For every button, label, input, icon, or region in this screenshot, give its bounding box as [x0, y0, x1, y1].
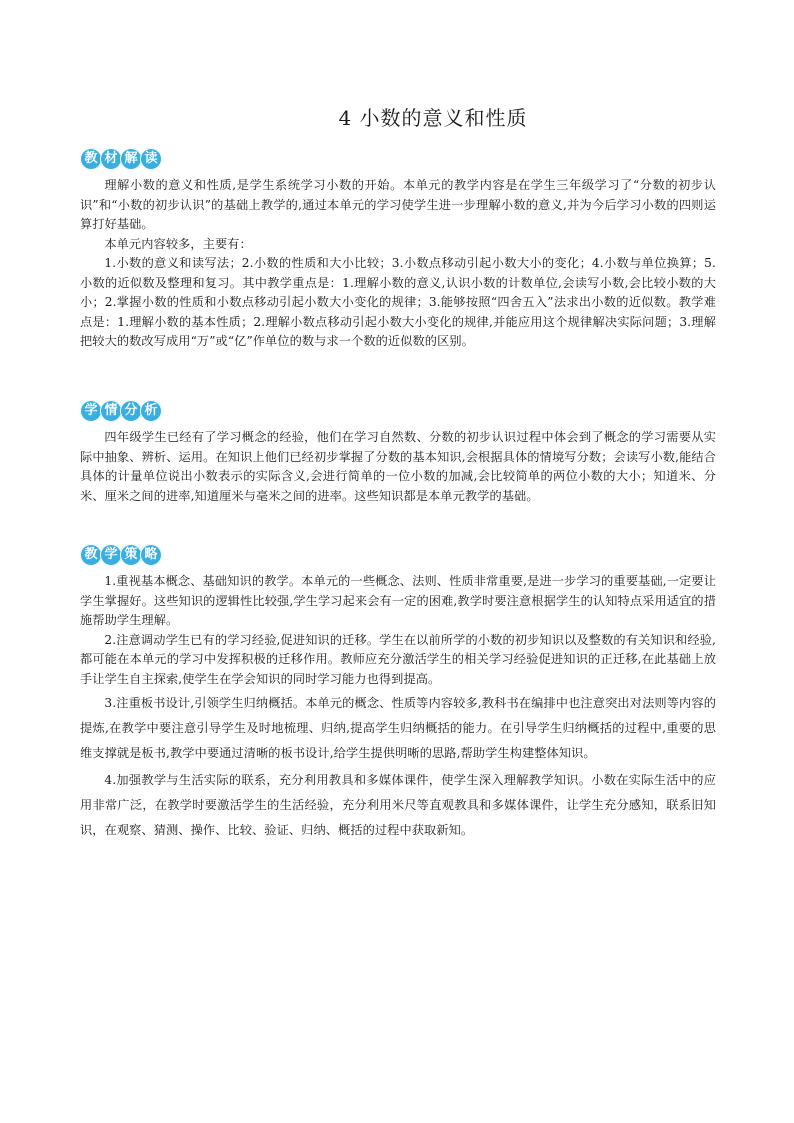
paragraph: 4.加强教学与生活实际的联系，充分利用教具和多媒体课件，使学生深入理解教学知识。小数在实际生活中的应用非常广泛，在教学时要激活学生的生活经验，充分利用米尺等直观教具和多媒体课件，让学生充分感知，联系旧知识，在观察、猜测、操作、比较、验证、归纳、概括的过程中获取新知。 — [80, 773, 716, 837]
heading-char: 情 — [100, 400, 122, 422]
paragraph: 四年级学生已经有了学习概念的经验，他们在学习自然数、分数的初步认识过程中体会到了概念的学习需要从实际中抽象、辨析、运用。在知识上他们已经初步掌握了分数的基本知识,会根据具体的情境写分数；会读写小数,能结合具体的计量单位说出小数表示的实际含义,会进行简单的一位小数的加减,会比较简单的两位小数的大小；知道米、分米、厘米之间的进率,知道厘米与毫米之间的进率。这些知识都是本单元教学的基础。 — [80, 430, 716, 503]
paragraph: 本单元内容较多，主要有： — [104, 236, 252, 251]
section-heading — [80, 148, 716, 170]
section-teaching-strategy — [80, 544, 716, 843]
heading-char: 分 — [120, 400, 142, 422]
heading-char: 解 — [120, 148, 142, 170]
section-heading — [80, 544, 716, 566]
heading-char: 析 — [140, 400, 162, 422]
paragraph: 3.注重板书设计,引领学生归纳概括。本单元的概念、性质等内容较多,教科书在编排中也注意突出对法则等内容的提炼,在教学中要注意引导学生及时地梳理、归纳,提高学生归纳概括的能力。在引导学生归纳概括的过程中,重要的思维支撑就是板书,教学中要通过清晰的板书设计,给学生提供明晰的思路,帮助学生构建整体知识。 — [80, 696, 716, 760]
paragraph: 1.小数的意义和读写法；2.小数的性质和大小比较；3.小数点移动引起小数大小的变化；4.小数与单位换算；5.小数的近似数及整理和复习。其中教学重点是：1.理解小数的意义,认识小数的计数单位,会读写小数,会比较小数的大小；2.掌握小数的性质和小数点移动引起小数大小变化的规律；3.能够按照“四舍五入”法求出小数的近似数。教学难点是：1.理解小数的基本性质；2.理解小数点移动引起小数大小变化的规律,并能应用这个规律解决实际问题；3.理解把较大的数改写成用“万”或“亿”作单位的数与求一个数的近似数的区别。 — [80, 256, 716, 348]
section-heading — [80, 400, 716, 422]
heading-char: 教 — [80, 148, 102, 170]
heading-char: 学 — [80, 400, 102, 422]
paragraph: 1.重视基本概念、基础知识的教学。本单元的一些概念、法则、性质非常重要,是进一步学习的重要基础,一定要让学生掌握好。这些知识的逻辑性比较强,学生学习起来会有一定的困难,教学时要注意根据学生的认知特点采用适宜的措施帮助学生理解。 — [80, 574, 716, 627]
heading-char: 策 — [120, 544, 142, 566]
heading-char: 学 — [100, 544, 122, 566]
heading-char: 材 — [100, 148, 122, 170]
section-student-analysis — [80, 400, 716, 506]
paragraph: 理解小数的意义和性质,是学生系统学习小数的开始。本单元的教学内容是在学生三年级学习了“分数的初步认识”和“小数的初步认识”的基础上教学的,通过本单元的学习使学生进一步理解小数的意义,并为今后学习小数的四则运算打好基础。 — [80, 178, 716, 231]
section-textbook-analysis — [80, 148, 716, 352]
page-title: 4 小数的意义和性质 — [338, 106, 528, 130]
heading-char: 略 — [140, 544, 162, 566]
heading-char: 教 — [80, 544, 102, 566]
heading-char: 读 — [140, 148, 162, 170]
paragraph: 2.注意调动学生已有的学习经验,促进知识的迁移。学生在以前所学的小数的初步知识以及整数的有关知识和经验,都可能在本单元的学习中发挥积极的迁移作用。教师应充分激活学生的相关学习经验促进知识的正迁移,在此基础上放手让学生自主探索,使学生在学会知识的同时学习能力也得到提高。 — [80, 632, 716, 686]
